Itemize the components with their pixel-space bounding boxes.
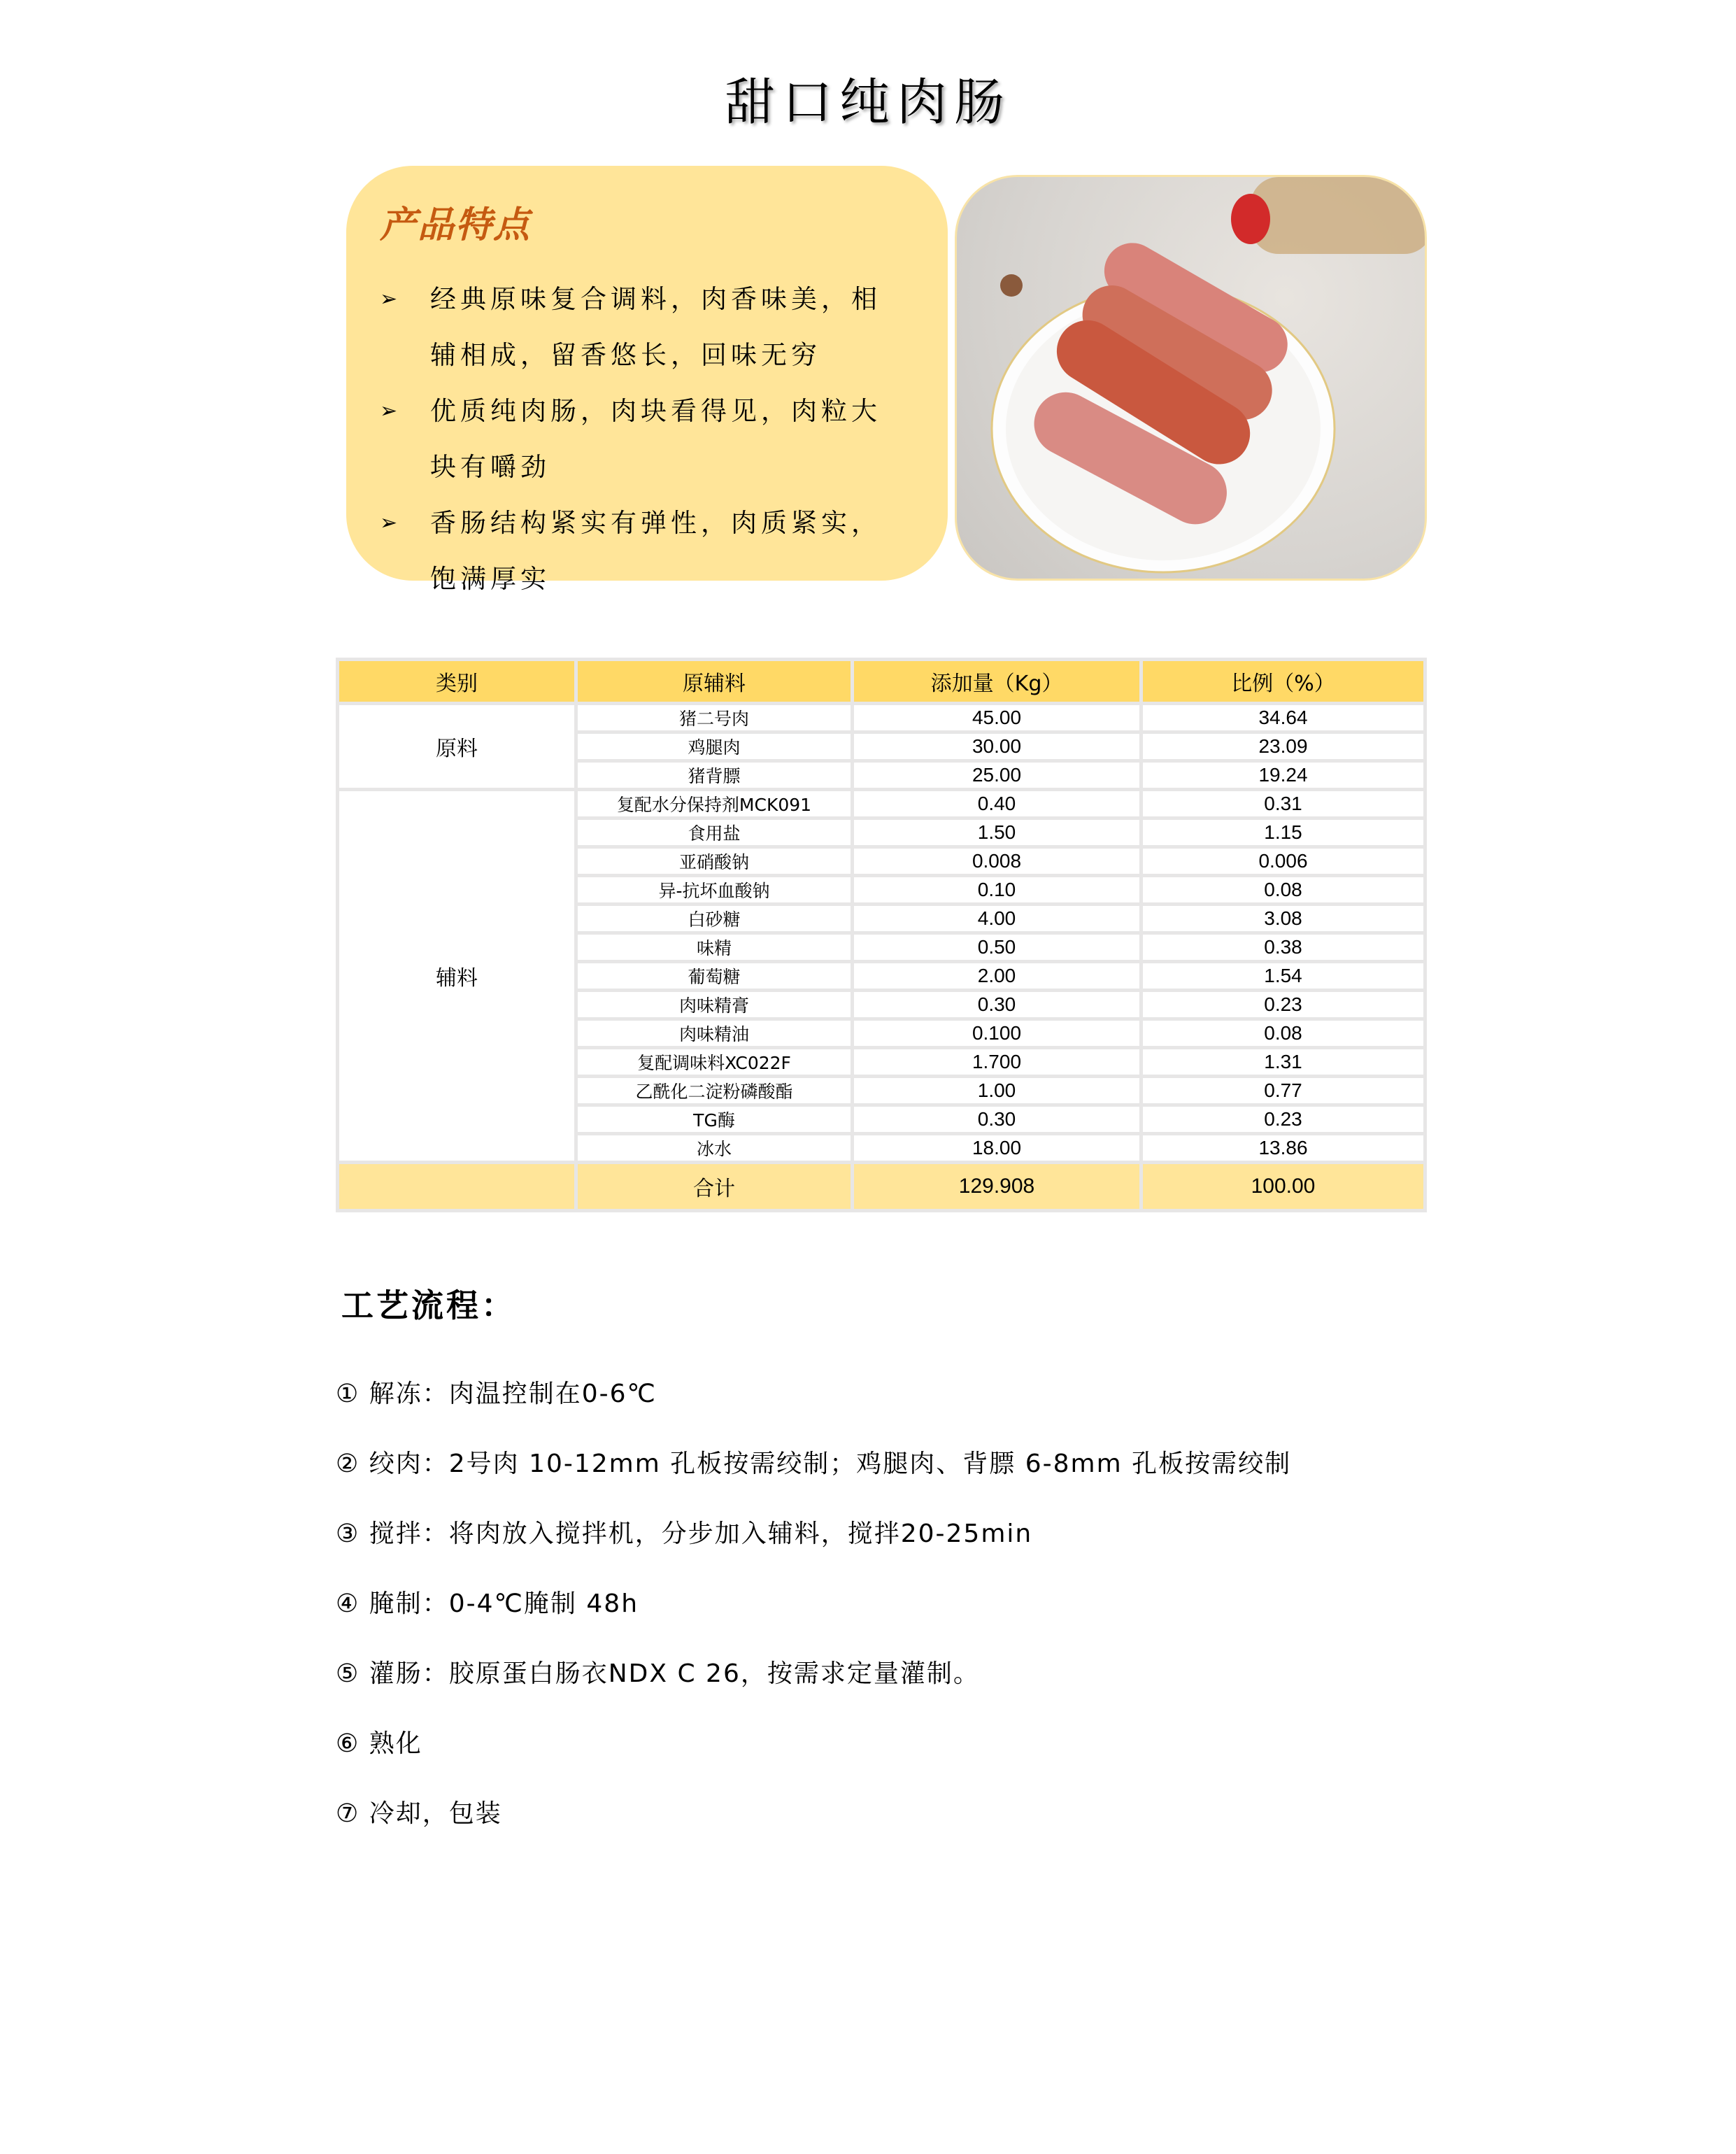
amount-cell: 0.30 — [853, 1105, 1141, 1134]
ingredient-cell: 冰水 — [576, 1134, 853, 1163]
amount-cell: 2.00 — [853, 962, 1141, 991]
ratio-cell: 0.08 — [1141, 1019, 1425, 1048]
ratio-cell: 0.23 — [1141, 1105, 1425, 1134]
ingredient-cell: 味精 — [576, 933, 853, 962]
amount-cell: 0.30 — [853, 991, 1141, 1019]
ratio-cell: 1.15 — [1141, 819, 1425, 847]
total-label-cell: 合计 — [576, 1163, 853, 1211]
ingredient-cell: 乙酰化二淀粉磷酸酯 — [576, 1077, 853, 1105]
process-step: ④ 腌制：0-4℃腌制 48h — [336, 1589, 639, 1618]
ratio-cell: 0.006 — [1141, 847, 1425, 876]
feature-text: 香肠结构紧实有弹性，肉质紧实，饱满厚实 — [430, 508, 881, 594]
ingredient-cell: 亚硝酸钠 — [576, 847, 853, 876]
feature-text: 经典原味复合调料，肉香味美，相辅相成，留香悠长，回味无穷 — [430, 284, 881, 370]
ingredient-cell: 复配调味料XC022F — [576, 1048, 853, 1077]
total-ratio-cell: 100.00 — [1141, 1163, 1425, 1211]
sausage-plate-illustration — [957, 177, 1427, 581]
ratio-cell: 34.64 — [1141, 704, 1425, 732]
page-title: 甜口纯肉肠 — [724, 73, 1011, 132]
ratio-cell: 0.23 — [1141, 991, 1425, 1019]
amount-cell: 0.50 — [853, 933, 1141, 962]
ratio-cell: 19.24 — [1141, 761, 1425, 790]
table-row — [338, 790, 1425, 819]
table-total-row — [338, 1163, 1425, 1211]
process-step: ⑦ 冷却，包装 — [336, 1799, 502, 1828]
features-heading: 产品特点 — [380, 204, 532, 246]
amount-cell: 30.00 — [853, 732, 1141, 761]
table-row — [338, 704, 1425, 732]
col-header-ingredient: 原辅料 — [576, 660, 853, 704]
category-cell: 辅料 — [338, 790, 576, 1163]
amount-cell: 18.00 — [853, 1134, 1141, 1163]
amount-cell: 0.100 — [853, 1019, 1141, 1048]
ingredient-cell: 肉味精膏 — [576, 991, 853, 1019]
ingredient-cell: 鸡腿肉 — [576, 732, 853, 761]
table-header-row — [338, 660, 1425, 704]
ratio-cell: 23.09 — [1141, 732, 1425, 761]
amount-cell: 0.008 — [853, 847, 1141, 876]
col-header-ratio: 比例（%） — [1141, 660, 1425, 704]
total-empty-cell — [338, 1163, 576, 1211]
product-features-box — [346, 166, 948, 594]
total-amount-cell: 129.908 — [853, 1163, 1141, 1211]
process-heading: 工艺流程： — [341, 1287, 516, 1324]
ratio-cell: 0.38 — [1141, 933, 1425, 962]
ingredient-cell: 复配水分保持剂MCK091 — [576, 790, 853, 819]
arrow-bullet-icon: ➢ — [380, 287, 402, 311]
feature-item — [380, 383, 948, 495]
process-step: ③ 搅拌：将肉放入搅拌机，分步加入辅料，搅拌20-25min — [336, 1519, 1033, 1548]
process-steps-list — [336, 1375, 1291, 1864]
process-step: ⑥ 熟化 — [336, 1729, 422, 1758]
amount-cell: 1.50 — [853, 819, 1141, 847]
col-header-category: 类别 — [338, 660, 576, 704]
amount-cell: 0.10 — [853, 876, 1141, 905]
arrow-bullet-icon: ➢ — [380, 399, 402, 423]
amount-cell: 0.40 — [853, 790, 1141, 819]
feature-item — [380, 271, 948, 383]
ingredient-cell: 食用盐 — [576, 819, 853, 847]
ingredient-cell: 猪二号肉 — [576, 704, 853, 732]
process-step: ① 解冻：肉温控制在0-6℃ — [336, 1380, 657, 1408]
ratio-cell: 13.86 — [1141, 1134, 1425, 1163]
ratio-cell: 1.31 — [1141, 1048, 1425, 1077]
ingredient-cell: 猪背膘 — [576, 761, 853, 790]
ratio-cell: 0.31 — [1141, 790, 1425, 819]
ingredient-cell: 异-抗坏血酸钠 — [576, 876, 853, 905]
amount-cell: 1.00 — [853, 1077, 1141, 1105]
amount-cell: 4.00 — [853, 905, 1141, 933]
sausage-photo — [955, 175, 1427, 581]
process-step: ⑤ 灌肠：胶原蛋白肠衣NDX C 26，按需求定量灌制。 — [336, 1659, 980, 1688]
process-step: ② 绞肉：2号肉 10-12mm 孔板按需绞制；鸡腿肉、背膘 6-8mm 孔板按需绞制 — [336, 1450, 1292, 1478]
amount-cell: 25.00 — [853, 761, 1141, 790]
amount-cell: 1.700 — [853, 1048, 1141, 1077]
category-cell: 原料 — [338, 704, 576, 790]
ratio-cell: 1.54 — [1141, 962, 1425, 991]
ingredient-cell: 葡萄糖 — [576, 962, 853, 991]
ratio-cell: 0.08 — [1141, 876, 1425, 905]
ingredient-cell: 肉味精油 — [576, 1019, 853, 1048]
ratio-cell: 3.08 — [1141, 905, 1425, 933]
arrow-bullet-icon: ➢ — [380, 511, 402, 535]
col-header-amount: 添加量（Kg） — [853, 660, 1141, 704]
ingredient-cell: 白砂糖 — [576, 905, 853, 933]
amount-cell: 45.00 — [853, 704, 1141, 732]
ratio-cell: 0.77 — [1141, 1077, 1425, 1105]
ingredient-cell: TG酶 — [576, 1105, 853, 1134]
features-list — [380, 271, 948, 607]
ingredient-table — [336, 658, 1427, 1212]
feature-item — [380, 495, 948, 607]
feature-text: 优质纯肉肠，肉块看得见，肉粒大块有嚼劲 — [430, 396, 881, 482]
